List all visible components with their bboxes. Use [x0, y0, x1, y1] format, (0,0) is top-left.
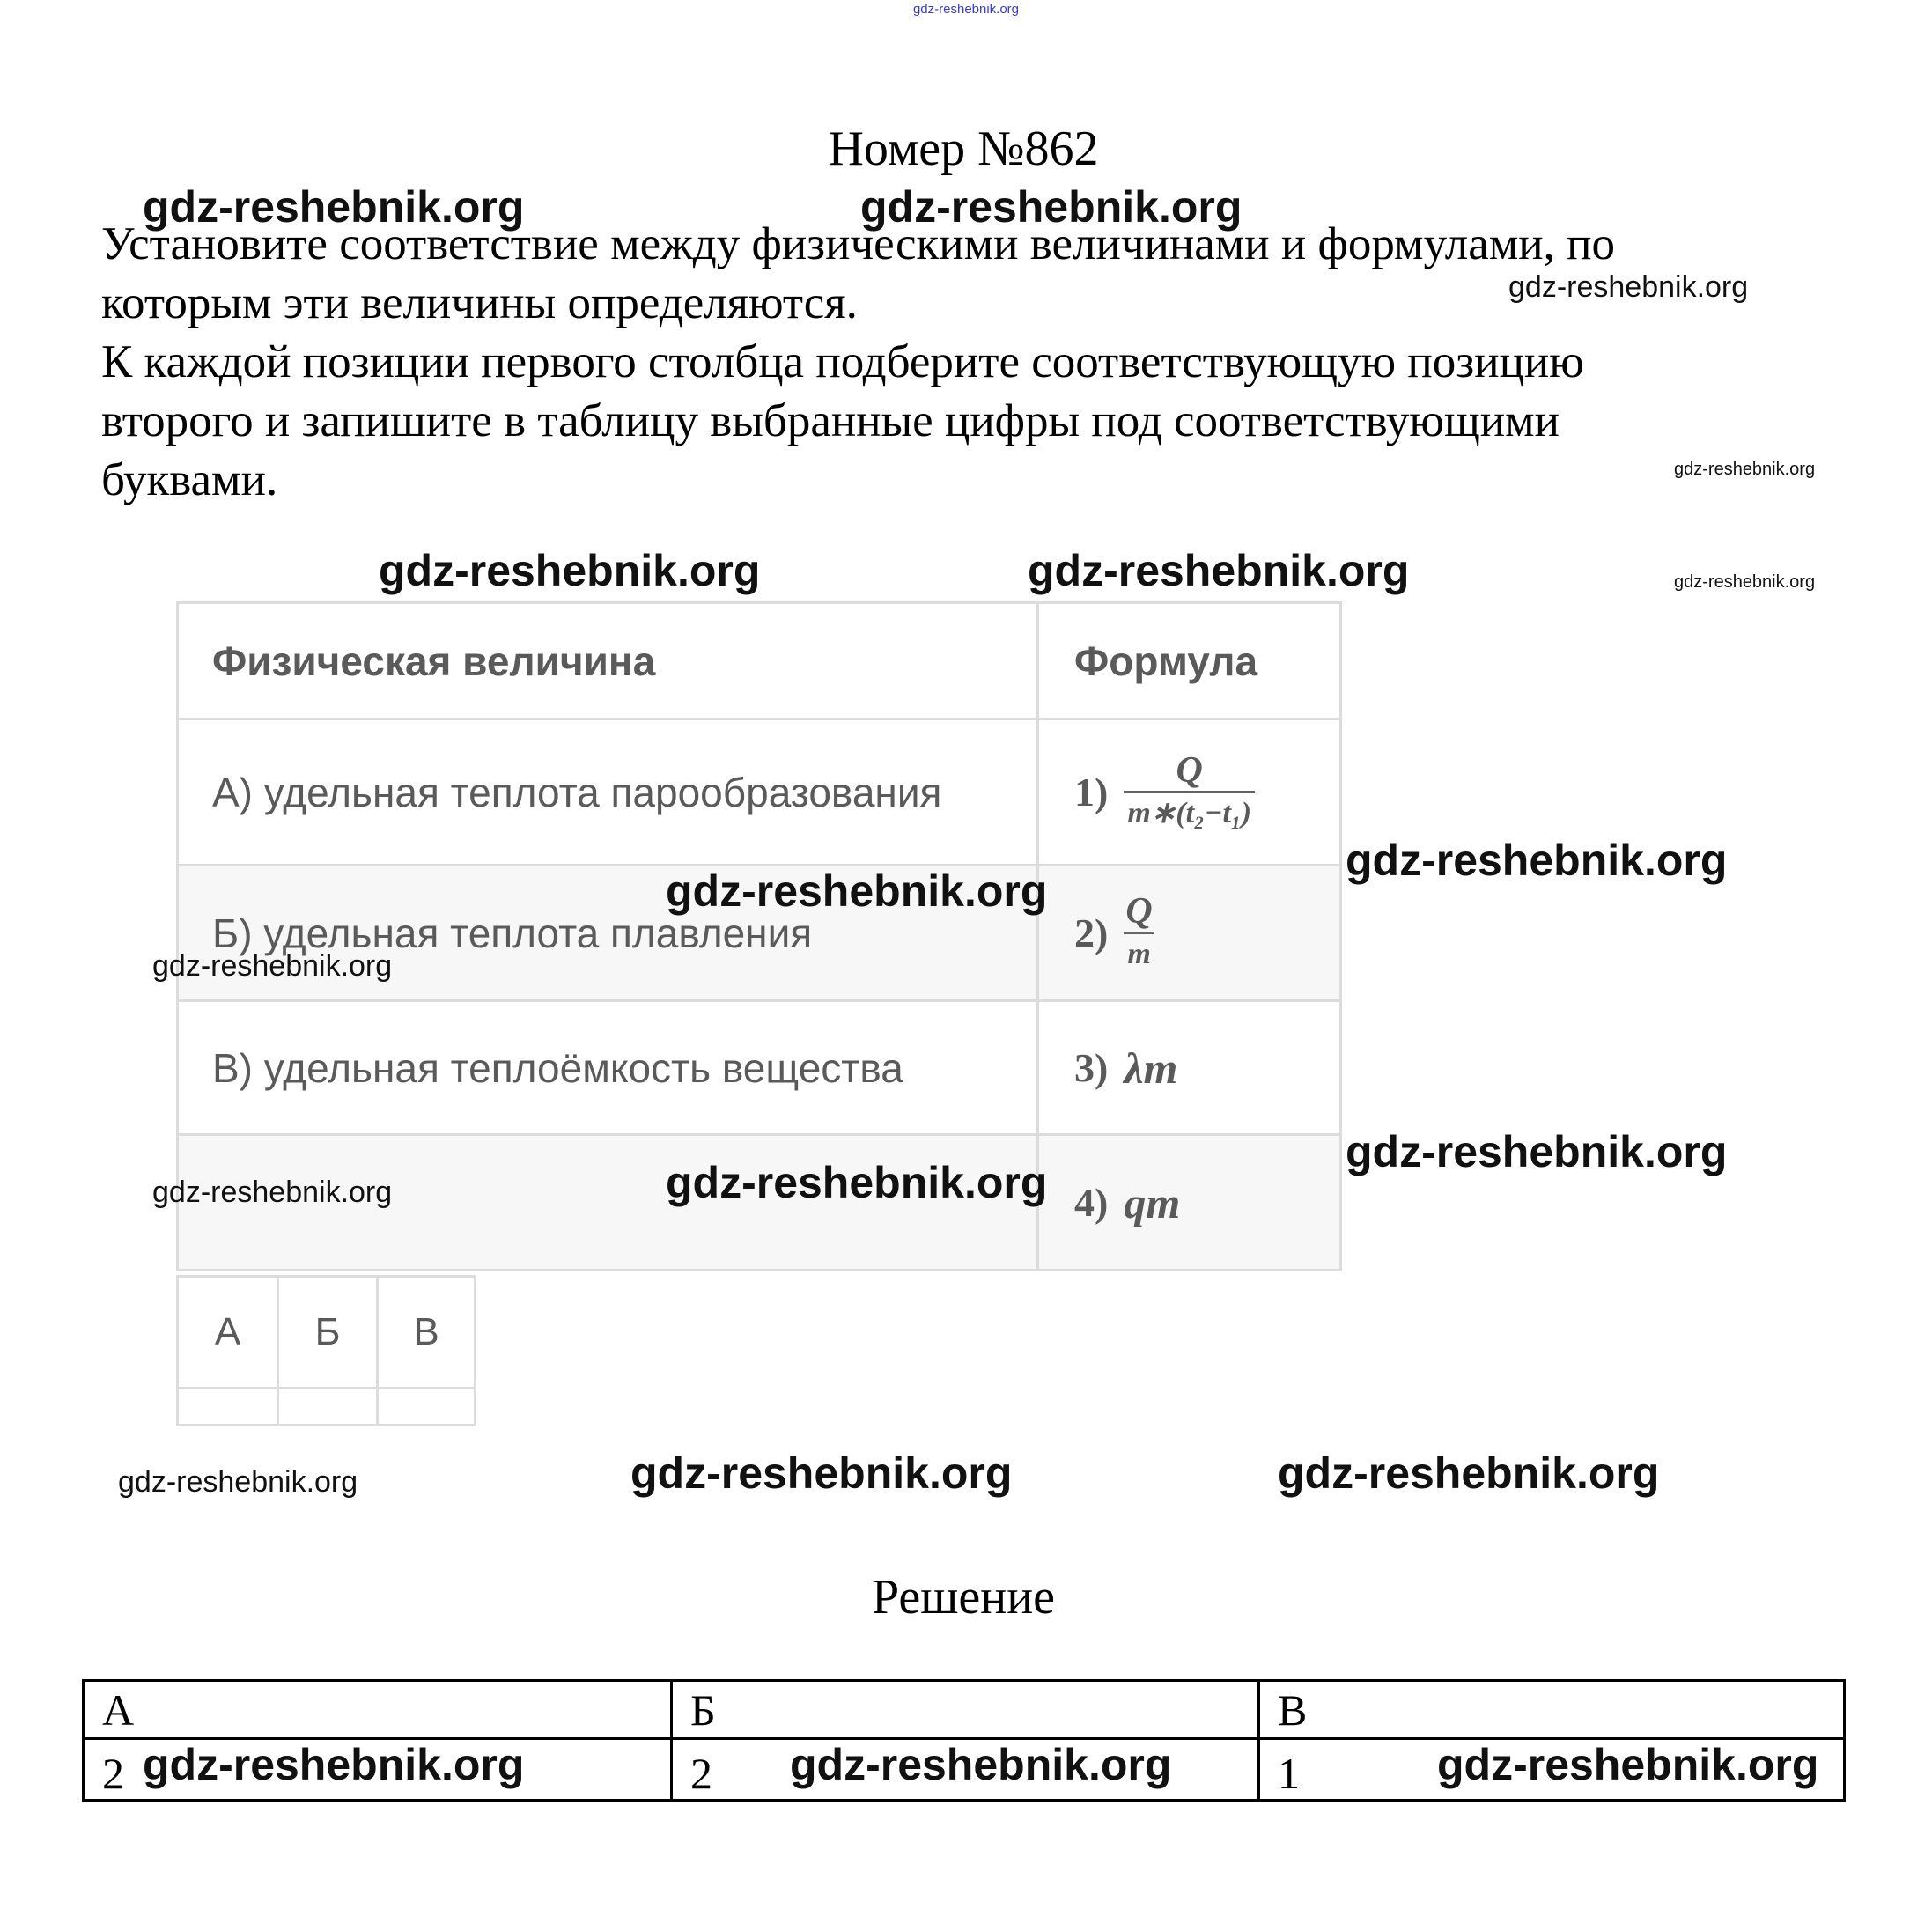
formula-4 — [1039, 1136, 1339, 1269]
watermark: gdz-reshebnik.org — [143, 1740, 525, 1789]
solution-letter: Б — [673, 1682, 1260, 1740]
formula-number: 4) — [1074, 1180, 1109, 1225]
answer-grid-letter: А — [179, 1278, 279, 1389]
task-line: буквами. — [101, 454, 278, 505]
watermark: gdz-reshebnik.org — [1508, 270, 1749, 304]
watermark: gdz-reshebnik.org — [1346, 1127, 1728, 1176]
solution-letter: А — [85, 1682, 673, 1740]
task-text — [101, 215, 1862, 510]
denominator: m — [1127, 938, 1151, 970]
watermark: gdz-reshebnik.org — [379, 546, 761, 595]
formula-number: 3) — [1074, 1045, 1109, 1090]
fraction — [1124, 750, 1255, 834]
solution-answer: 2 — [85, 1740, 673, 1799]
formula-expr: qm — [1124, 1177, 1181, 1227]
table-row — [179, 1002, 1339, 1136]
table-header-row — [179, 604, 1339, 720]
watermark: gdz-reshebnik.org — [143, 182, 525, 232]
solution-title: Решение — [871, 1570, 1056, 1625]
watermark: gdz-reshebnik.org — [1346, 836, 1728, 885]
watermark: gdz-reshebnik.org — [666, 1158, 1048, 1207]
watermark: gdz-reshebnik.org — [666, 866, 1048, 916]
answer-grid — [176, 1275, 476, 1426]
quantity-b: Б) удельная теплота плавления — [179, 866, 1039, 999]
quantity-c: В) удельная теплоёмкость вещества — [179, 1002, 1039, 1133]
watermark: gdz-reshebnik.org — [1278, 1448, 1660, 1498]
fraction — [1124, 891, 1154, 975]
denominator: m∗(t₂−t₁) — [1127, 797, 1252, 829]
formula-expr: λm — [1124, 1043, 1178, 1093]
watermark: gdz-reshebnik.org — [1437, 1740, 1819, 1789]
formula-number: 2) — [1074, 910, 1109, 955]
header-formula: Формула — [1074, 638, 1258, 684]
watermark: gdz-reshebnik.org — [1028, 546, 1410, 595]
answer-grid-letter: В — [379, 1278, 474, 1389]
table-row — [179, 720, 1339, 866]
answer-grid-cell — [179, 1389, 279, 1424]
task-line: Установите соответствие между физическими величинами и формулами, по — [101, 218, 1615, 269]
watermark: gdz-reshebnik.org — [630, 1448, 1013, 1498]
watermark: gdz-reshebnik.org — [1674, 460, 1816, 479]
task-line: которым эти величины определяются. — [101, 277, 858, 328]
watermark: gdz-reshebnik.org — [860, 182, 1243, 232]
answer-grid-letter: Б — [279, 1278, 379, 1389]
watermark: gdz-reshebnik.org — [790, 1740, 1172, 1789]
watermark: gdz-reshebnik.org — [1674, 572, 1816, 592]
solution-answer: 2 — [673, 1740, 1260, 1799]
task-line: второго и запишите в таблицу выбранные цифры под соответствующими — [101, 395, 1560, 446]
numerator: Q — [1176, 750, 1203, 791]
solution-answer: 1 — [1278, 1749, 1300, 1798]
numerator: Q — [1125, 891, 1153, 932]
formula-2 — [1039, 866, 1339, 999]
answer-grid-cell — [279, 1389, 379, 1424]
formula-3 — [1039, 1002, 1339, 1133]
formula-1 — [1039, 720, 1339, 864]
watermark: gdz-reshebnik.org — [118, 1465, 358, 1499]
solution-letter: В — [1260, 1682, 1843, 1740]
quantity-a: А) удельная теплота парообразования — [179, 720, 1039, 864]
top-watermark: gdz-reshebnik.org — [912, 2, 1020, 17]
page-title: Номер №862 — [828, 122, 1099, 176]
task-line: К каждой позиции первого столбца подберите соответствующую позицию — [101, 336, 1584, 387]
formula-number: 1) — [1074, 770, 1109, 814]
watermark: gdz-reshebnik.org — [152, 949, 393, 983]
header-quantity: Физическая величина — [179, 604, 1039, 718]
watermark: gdz-reshebnik.org — [152, 1176, 393, 1209]
